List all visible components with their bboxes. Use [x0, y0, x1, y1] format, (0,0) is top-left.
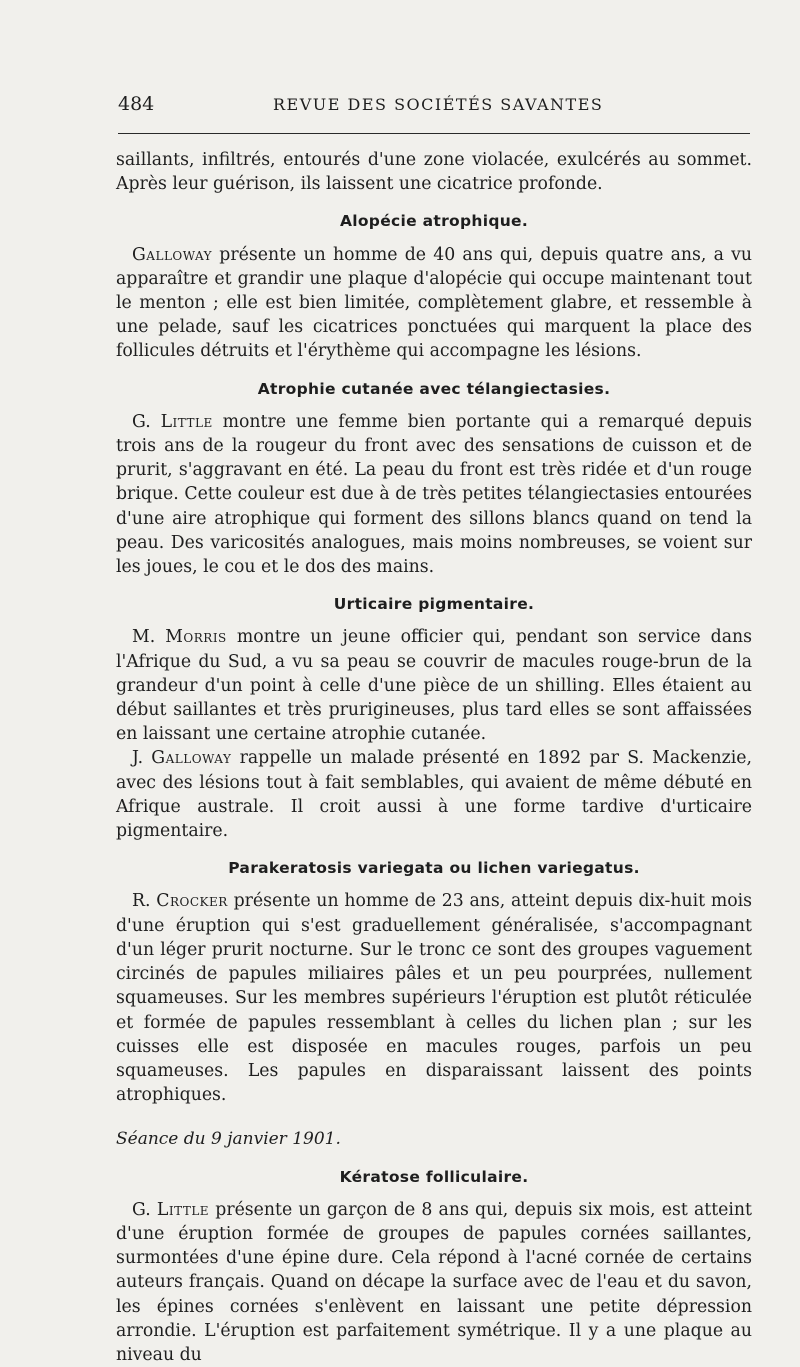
author-name: Little	[160, 411, 213, 432]
paragraph-atrophie: G. Little montre une femme bien portante qui a remarqué depuis trois ans de la rougeur du front avec des sensations de cuisson et de prurit, s'aggravant en été. La peau du front est très ridée et d'un rouge brique. Cette couleur est due à de très petites télangiectasies entourées d'une aire atrophique qui forment des sillons blancs quand on tend la peau. Des varicosités analogues, mais moins nombreuses, se voient sur les joues, le cou et le dos des mains.	[116, 411, 752, 578]
heading-atrophie: Atrophie cutanée avec télangiectasies.	[257, 379, 611, 398]
paragraph-alopecie: Galloway présente un homme de 40 ans qui, depuis quatre ans, a vu apparaître et grandir une plaque d'alopécie qui occupe maintenant tout le menton ; elle est bien limitée, complètement glabre, et ressemble à une pelade, sauf les cicatrices ponctuées qui marquent la place des follicules détruits et l'érythème qui accompagne les lésions.	[116, 244, 752, 362]
author-name: Little	[156, 1199, 210, 1220]
paragraph-urticaire-1: M. Morris montre un jeune officier qui, pendant son service dans l'Afrique du Sud, a vu sa peau se couvrir de macules rouge-brun de la grandeur d'un point à celle d'une pièce de un shilling. Elles étaient au début saillantes et très prurigineuses, plus tard elles se sont affaissées en laissant une certaine atrophie cutanée.	[116, 627, 752, 745]
author-name: Galloway	[151, 748, 232, 769]
heading-urticaire: Urticaire pigmentaire.	[333, 595, 535, 614]
page-number: 484	[118, 93, 155, 115]
paragraph-urticaire-2: J. Galloway rappelle un malade présenté en 1892 par S. Mackenzie, avec des lésions tout à fait semblables, qui avaient de même débuté en Afrique australe. Il croit aussi à une forme tardive d'urticaire pigmentaire.	[116, 748, 753, 842]
paragraph-parakeratosis: R. Crocker présente un homme de 23 ans, atteint depuis dix-huit mois d'une éruption qui s'est graduellement généralisée, s'accompagnant d'un léger prurit nocturne. Sur le tronc ce sont des groupes vaguement circinés de papules miliaires pâles et un peu pourprées, nullement squameuses. Sur les membres supérieurs l'éruption est plutôt réticulée et formée de papules ressemblant à celles du lichen plan ; sur les cuisses elle est disposée en macules rouges, parfois un peu squameuses. Les papules en disparaissant laissent des points atrophiques.	[116, 891, 753, 1106]
header-rule	[118, 133, 750, 134]
heading-keratose: Kératose folliculaire.	[339, 1167, 529, 1186]
heading-parakeratosis: Parakeratosis variegata ou lichen variegatus.	[228, 859, 640, 878]
paragraph-keratose: G. Little présente un garçon de 8 ans qui, depuis six mois, est atteint d'une éruption formée de groupes de papules cornées saillantes, surmontées d'une épine dure. Cela répond à l'acné cornée de certains auteurs français. Quand on décape la surface avec de l'eau et du savon, les épines cornées s'enlèvent en laissant une petite dépression arrondie. L'éruption est parfaitement symétrique. Il y a une plaque au niveau du	[116, 1199, 752, 1365]
running-header	[118, 93, 750, 123]
author-name: Morris	[165, 627, 227, 648]
heading-alopecie: Alopécie atrophique.	[339, 212, 529, 231]
page-body	[116, 148, 752, 1367]
author-name: Crocker	[156, 891, 228, 912]
author-name: Galloway	[132, 244, 213, 265]
session-date: Séance du 9 janvier 1901.	[116, 1129, 341, 1150]
intro-paragraph: saillants, infiltrés, entourés d'une zone violacée, exulcérés au sommet. Après leur guérison, ils laissent une cicatrice profonde.	[116, 150, 752, 195]
running-title: REVUE DES SOCIÉTÉS SAVANTES	[273, 95, 604, 114]
